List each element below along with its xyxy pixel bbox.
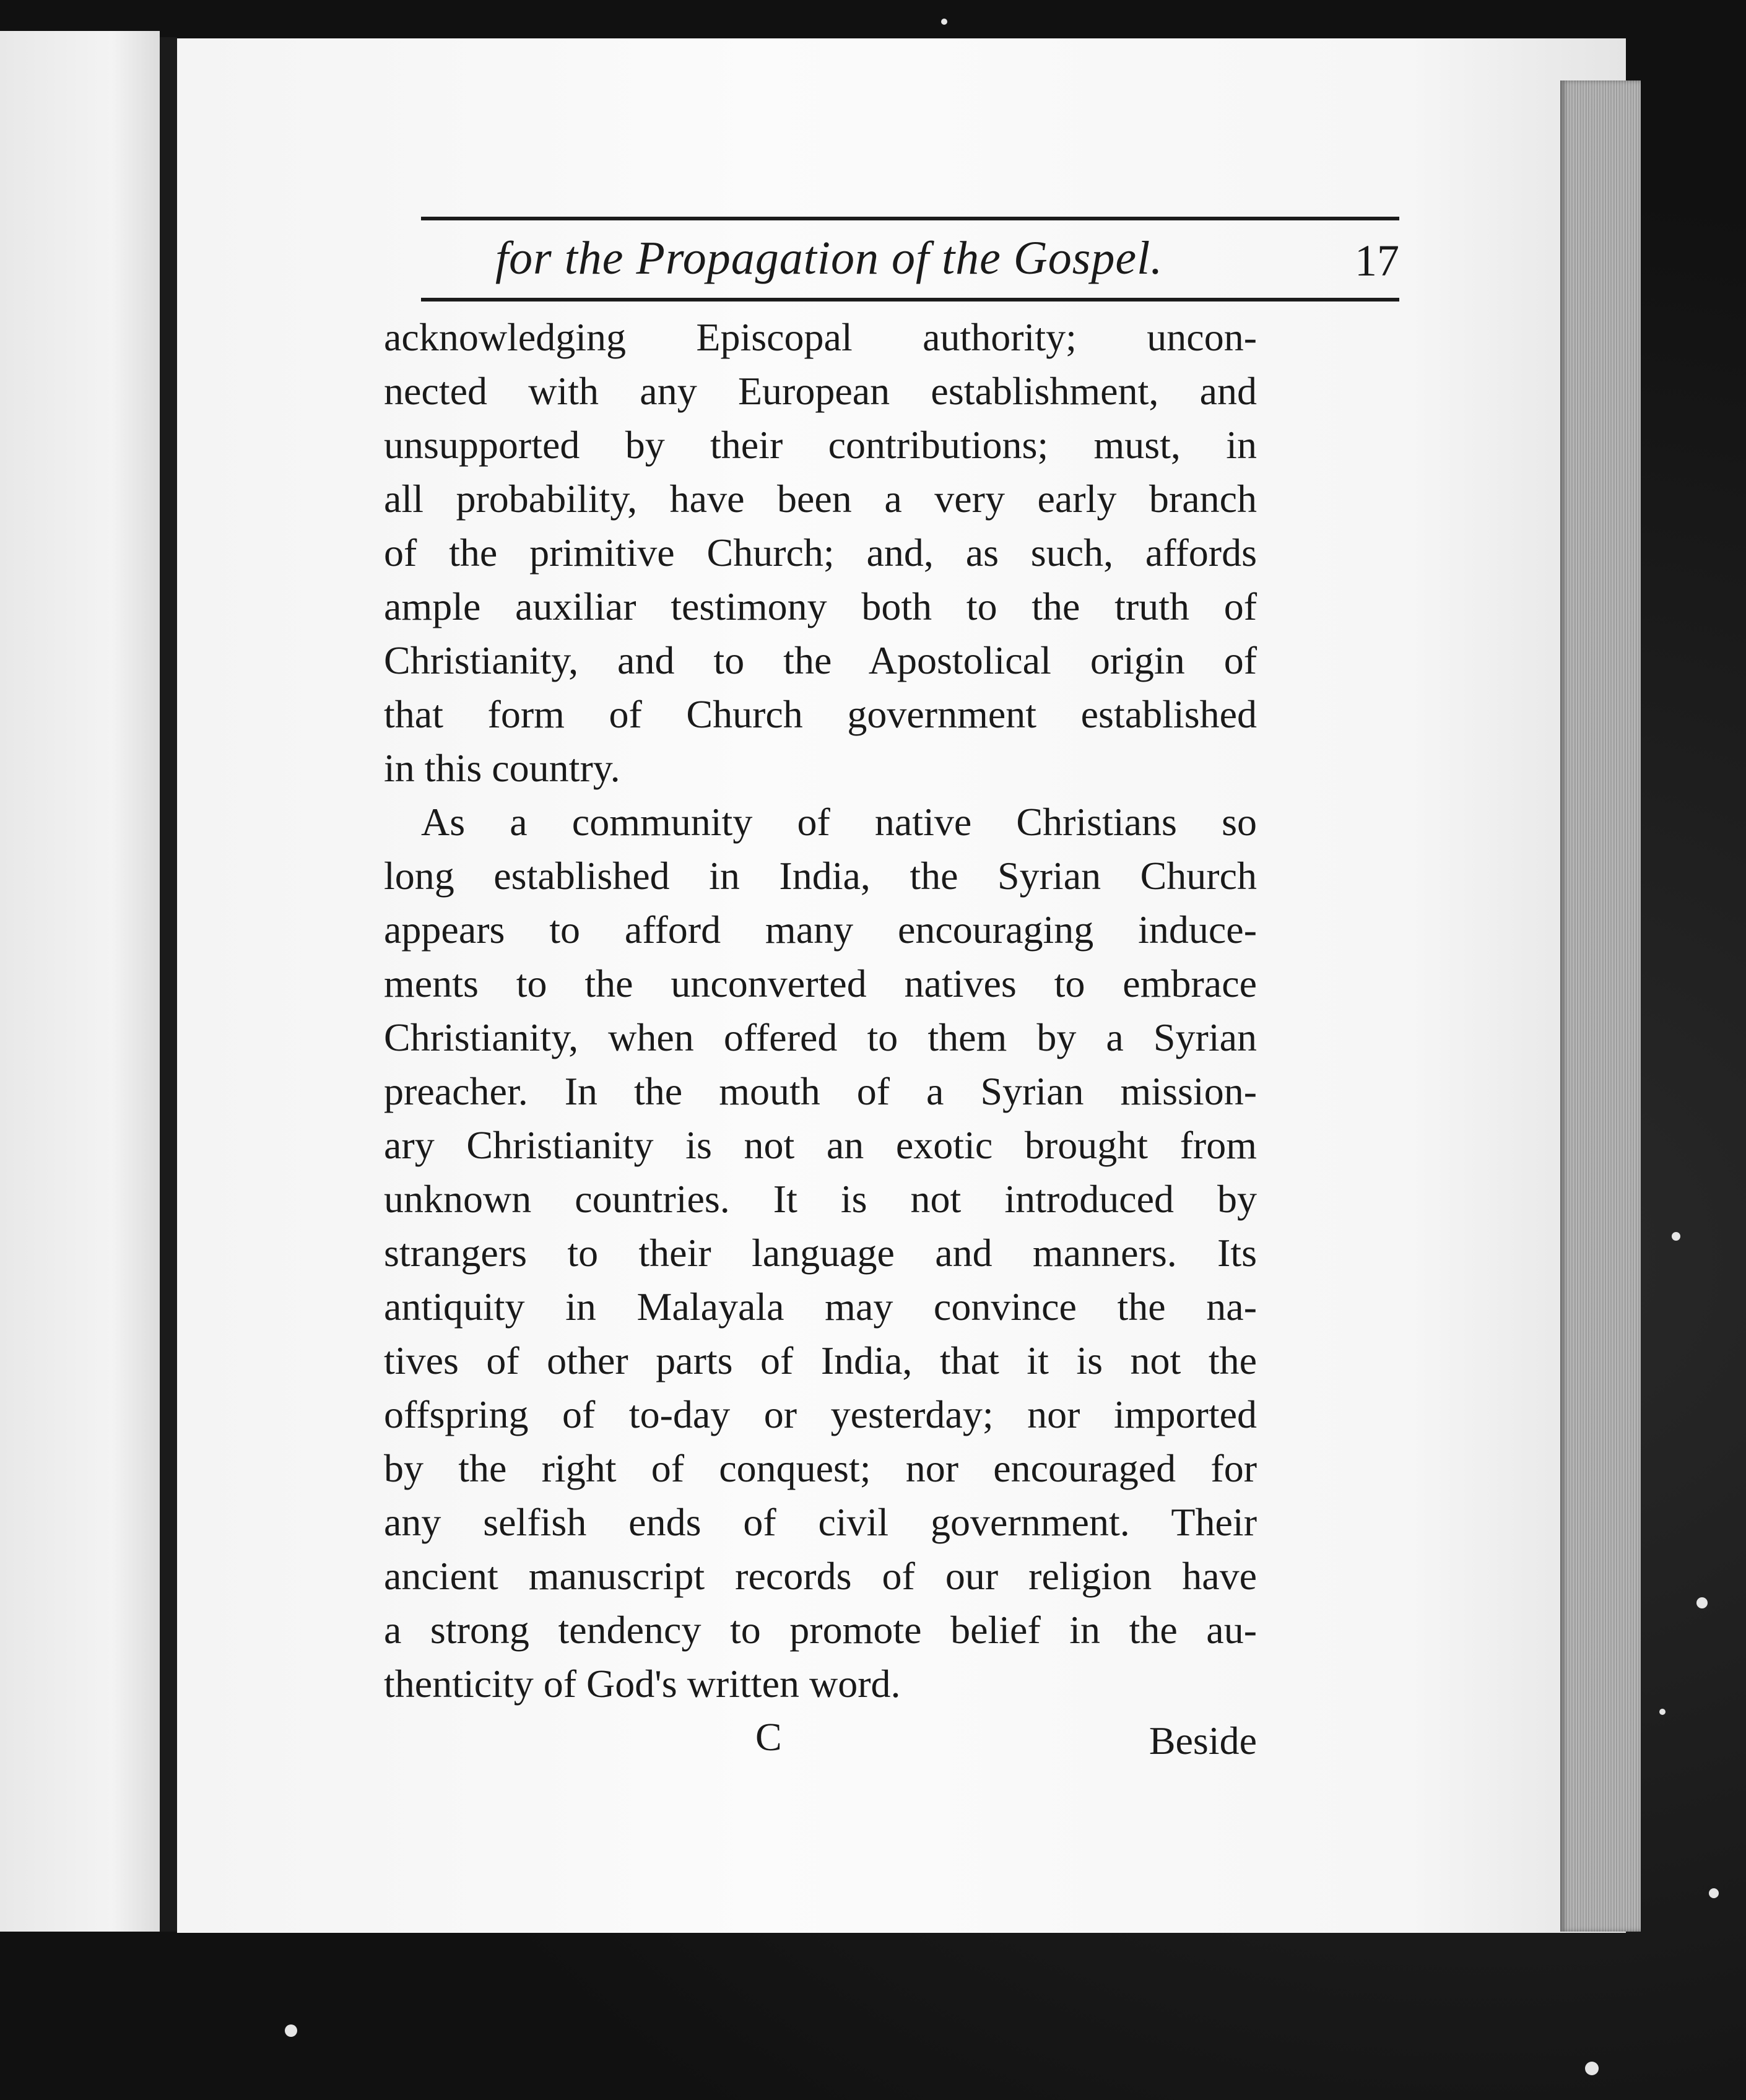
- dust-speck: [1709, 1888, 1719, 1898]
- text-line: acknowledging Episcopal authority; uncon-: [384, 315, 1257, 359]
- text-line: ample auxiliar testimony both to the truth of: [384, 584, 1257, 628]
- dust-speck: [941, 19, 947, 25]
- dust-speck: [1672, 1232, 1680, 1241]
- text-line: of the primitive Church; and, as such, affords: [384, 531, 1257, 575]
- left-page-edge: [0, 31, 160, 1932]
- text-line: offspring of to-day or yesterday; nor imported: [384, 1392, 1257, 1436]
- dust-speck: [1585, 2062, 1599, 2075]
- text-line: all probability, have been a very early branch: [384, 477, 1257, 521]
- text-line: ary Christianity is not an exotic brought from: [384, 1123, 1257, 1167]
- text-line: any selfish ends of civil government. Their: [384, 1500, 1257, 1544]
- text-line: As a community of native Christians so: [421, 800, 1257, 844]
- text-line: thenticity of God's written word.: [384, 1662, 901, 1706]
- text-line: long established in India, the Syrian Church: [384, 854, 1257, 898]
- dust-speck: [1659, 1709, 1666, 1715]
- text-line: unsupported by their contributions; must, in: [384, 423, 1257, 467]
- running-head: [421, 220, 1399, 298]
- running-title: for the Propagation of the Gospel.: [495, 232, 1163, 284]
- text-line: antiquity in Malayala may convince the na-: [384, 1285, 1257, 1329]
- dust-speck: [1696, 1597, 1708, 1608]
- catchword: Beside: [1149, 1719, 1257, 1763]
- text-line: in this country.: [384, 746, 620, 790]
- text-line: ancient manuscript records of our religion have: [384, 1554, 1257, 1598]
- page-footer: [384, 1714, 1257, 1776]
- text-line: nected with any European establishment, and: [384, 369, 1257, 413]
- body-text: [384, 310, 1263, 1711]
- signature-mark: C: [755, 1715, 782, 1759]
- book-spine: [160, 37, 177, 1932]
- header-bottom-rule: [421, 298, 1399, 302]
- text-line: that form of Church government established: [384, 692, 1257, 736]
- page-edges: [1560, 80, 1641, 1932]
- text-line: unknown countries. It is not introduced by: [384, 1177, 1257, 1221]
- text-line: appears to afford many encouraging induce-: [384, 908, 1257, 952]
- text-line: by the right of conquest; nor encouraged for: [384, 1446, 1257, 1490]
- text-line: strangers to their language and manners. Its: [384, 1231, 1257, 1275]
- page-text-block: [384, 217, 1399, 1776]
- dust-speck: [285, 2024, 297, 2037]
- text-line: a strong tendency to promote belief in the au-: [384, 1608, 1257, 1652]
- text-line: ments to the unconverted natives to embrace: [384, 961, 1257, 1005]
- page-number: 17: [1355, 236, 1399, 285]
- text-line: Christianity, when offered to them by a Syrian: [384, 1015, 1257, 1059]
- text-line: Christianity, and to the Apostolical origin of: [384, 638, 1257, 682]
- text-line: preacher. In the mouth of a Syrian mission-: [384, 1069, 1257, 1113]
- text-line: tives of other parts of India, that it is not the: [384, 1339, 1257, 1382]
